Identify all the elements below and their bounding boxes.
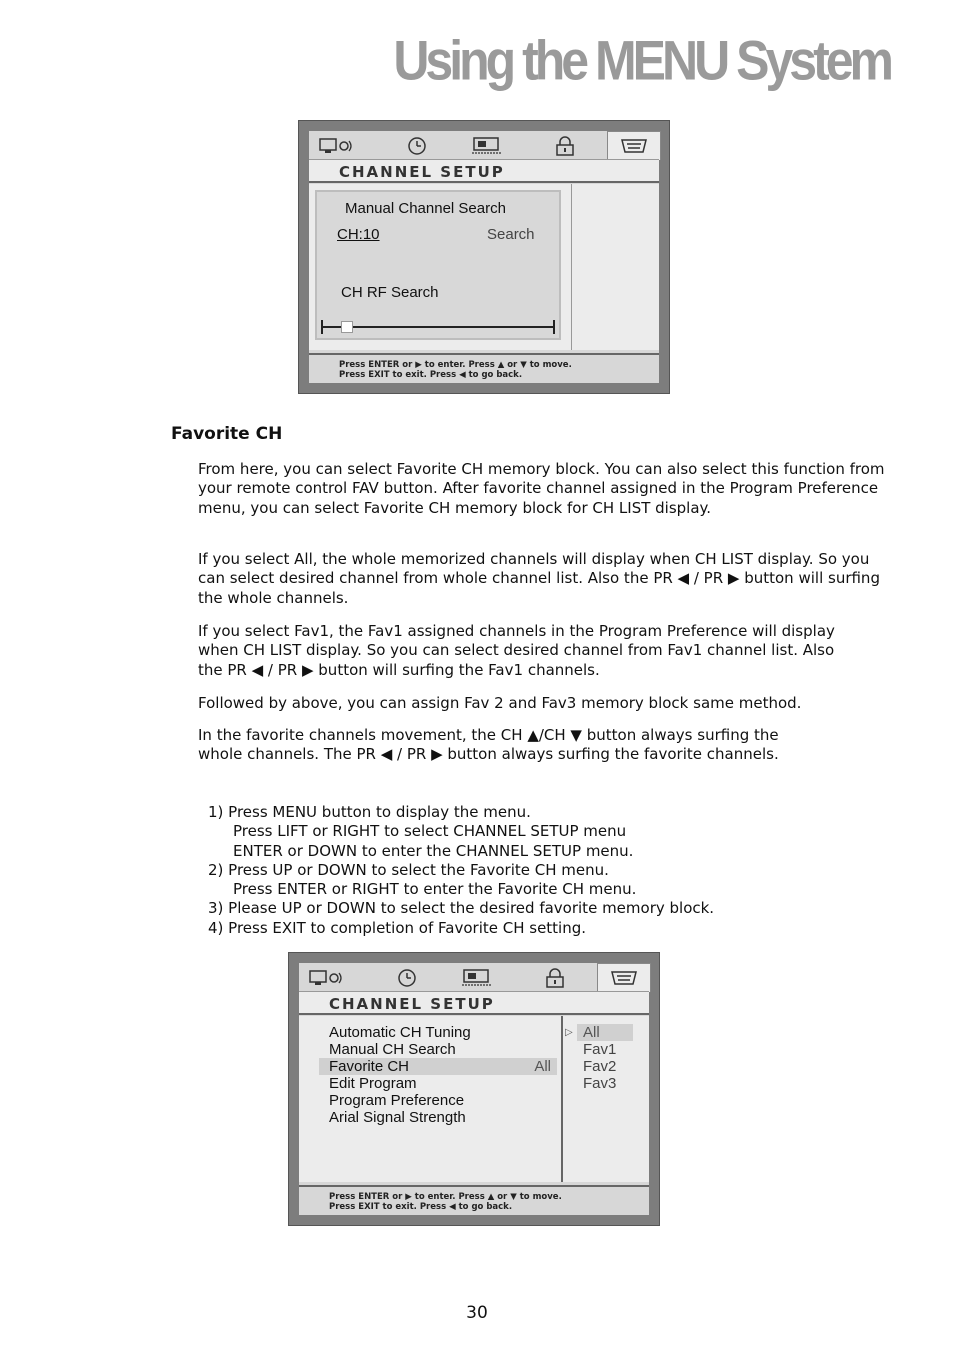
osd-title: CHANNEL SETUP — [299, 991, 649, 1015]
osd-divider — [561, 1016, 563, 1182]
option-icon[interactable] — [467, 135, 507, 157]
manual-search-panel — [315, 190, 561, 340]
osd-title: CHANNEL SETUP — [309, 159, 659, 183]
option-fav1[interactable]: Fav1 — [583, 1041, 617, 1058]
help-line-2: Press EXIT to exit. Press ◀ to go back. — [329, 1202, 513, 1212]
step-list — [208, 803, 898, 938]
osd-icon-bar — [309, 131, 659, 159]
osd-help-footer — [299, 1185, 649, 1215]
menu-item-favorite-ch[interactable]: Favorite CH All — [319, 1058, 557, 1075]
section-heading: Favorite CH — [171, 424, 283, 444]
osd-divider — [571, 184, 572, 350]
option-icon[interactable] — [457, 967, 497, 989]
channel-setup-menu — [319, 1024, 557, 1126]
search-action[interactable]: Search — [487, 226, 535, 243]
menu-item-arial-signal-strength[interactable]: Arial Signal Strength — [329, 1109, 466, 1126]
menu-item-program-preference[interactable]: Program Preference — [329, 1092, 465, 1109]
clock-icon[interactable] — [387, 967, 427, 989]
menu-item-manual-ch-search[interactable]: Manual CH Search — [329, 1041, 456, 1058]
menu-title: Manual Channel Search — [345, 200, 506, 217]
page-header-title: Using the MENU System — [393, 29, 890, 92]
favorite-ch-value: All — [534, 1058, 551, 1075]
paragraph-5: In the favorite channels movement, the CH ▲/CH ▼ button always surfing the whole channels. The PR ◀ / PR ▶ button always surfing the favorite channels. — [198, 726, 779, 764]
help-line-2: Press EXIT to exit. Press ◀ to go back. — [339, 370, 523, 380]
lock-icon[interactable] — [535, 967, 575, 989]
osd-screen-manual-search — [298, 120, 670, 394]
menu-item-automatic-ch-tuning[interactable]: Automatic CH Tuning — [329, 1024, 471, 1041]
help-line-1: Press ENTER or ▶ to enter. Press ▲ or ▼ to move. — [329, 1192, 562, 1202]
paragraph-3: If you select Fav1, the Fav1 assigned channels in the Program Preference will display when CH LIST display. So you can select desired channel from Fav1 channel list. Also the PR ◀ / PR ▶ button will surfing the Fav1 channels. — [198, 622, 835, 679]
channel-icon[interactable] — [597, 963, 651, 992]
page-number: 30 — [466, 1303, 488, 1323]
osd-screen-favorite-ch — [288, 952, 660, 1226]
osd-body — [309, 184, 659, 350]
paragraph-1: From here, you can select Favorite CH memory block. You can also select this function from your remote control FAV button. After favorite channel assigned in the Program Preference menu, you can select Favorite CH memory block for CH LIST display. — [198, 460, 885, 517]
rf-search-label: CH RF Search — [341, 284, 439, 301]
option-fav2[interactable]: Fav2 — [583, 1058, 617, 1075]
option-all[interactable]: ▷ All — [577, 1024, 633, 1041]
step-1: 1) Press MENU button to display the menu. — [208, 803, 531, 821]
paragraph-2: If you select All, the whole memorized channels will display when CH LIST display. So you can select desired channel from whole channel list. Also the PR ◀ / PR ▶ button will surfing the whole channels. — [198, 550, 880, 607]
step-4: 4) Press EXIT to completion of Favorite CH setting. — [208, 918, 587, 937]
clock-icon[interactable] — [397, 135, 437, 157]
osd-icon-bar — [299, 963, 649, 991]
favorite-options — [577, 1024, 633, 1092]
slider-knob[interactable] — [341, 321, 353, 333]
step-1-sub-1: Press LIFT or RIGHT to select CHANNEL SETUP menu — [233, 822, 627, 841]
picture-icon[interactable] — [307, 967, 347, 989]
rf-search-slider[interactable] — [321, 320, 555, 334]
osd-help-footer — [309, 353, 659, 383]
step-3: 3) Please UP or DOWN to select the desired favorite memory block. — [208, 899, 715, 918]
paragraph-4: Followed by above, you can assign Fav 2 and Fav3 memory block same method. — [198, 694, 802, 712]
channel-number[interactable]: CH:10 — [337, 226, 380, 243]
step-2: 2) Press UP or DOWN to select the Favorite CH menu. — [208, 860, 609, 879]
osd-body — [299, 1016, 649, 1182]
step-2-sub-1: Press ENTER or RIGHT to enter the Favorite CH menu. — [233, 880, 637, 899]
help-line-1: Press ENTER or ▶ to enter. Press ▲ or ▼ to move. — [339, 360, 572, 370]
channel-icon[interactable] — [607, 131, 661, 160]
menu-item-edit-program[interactable]: Edit Program — [329, 1075, 417, 1092]
option-fav3[interactable]: Fav3 — [583, 1075, 617, 1092]
lock-icon[interactable] — [545, 135, 585, 157]
picture-icon[interactable] — [317, 135, 357, 157]
step-1-sub-2: ENTER or DOWN to enter the CHANNEL SETUP menu. — [233, 841, 634, 860]
